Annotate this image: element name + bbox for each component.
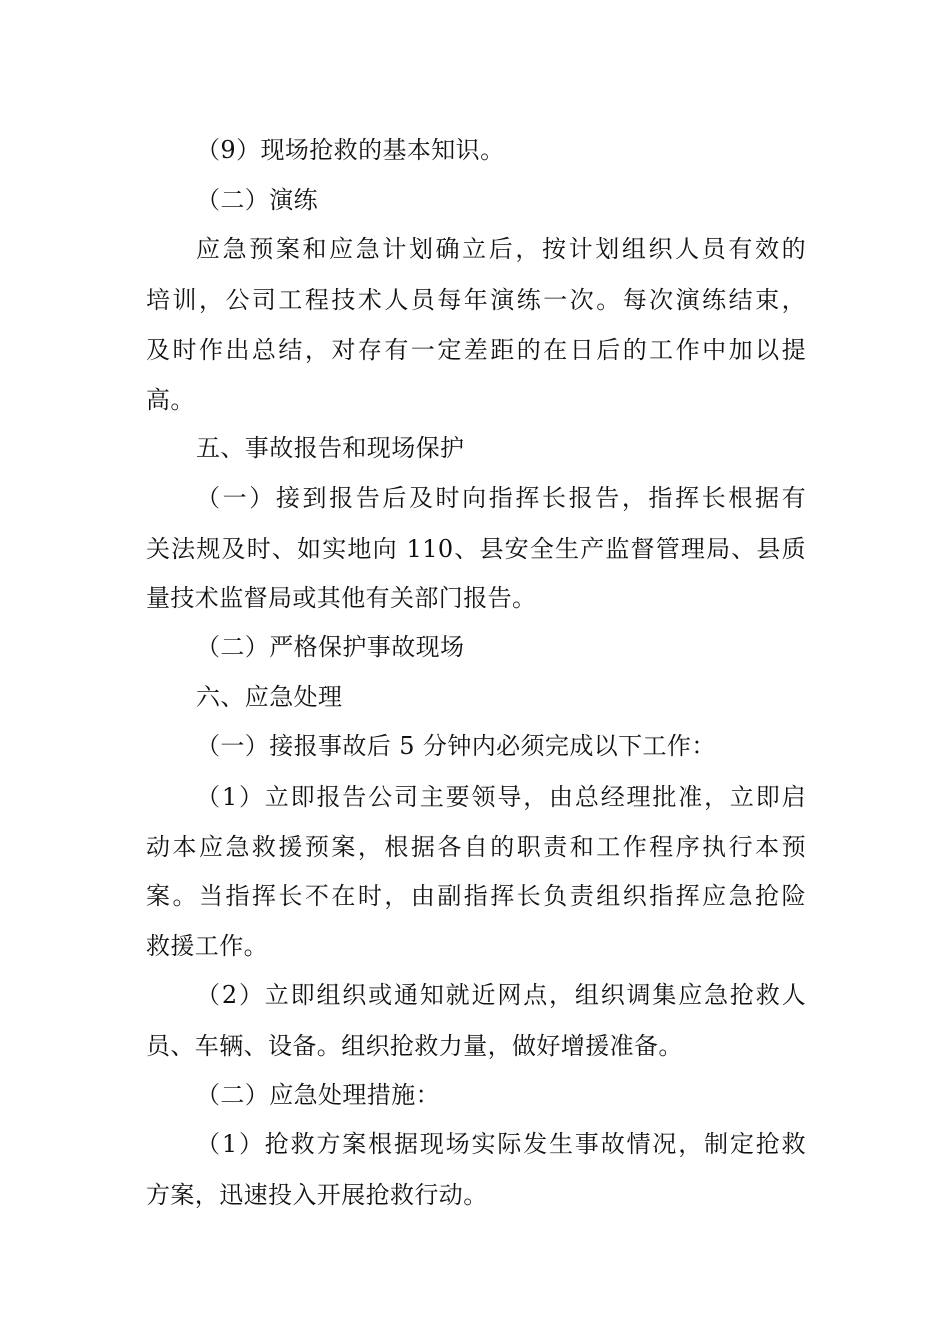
section-heading: （二）应急处理措施： <box>196 1081 440 1109</box>
text-line: （一）接到报告后及时向指挥长报告，指挥长根据有 <box>196 484 806 512</box>
text-line: （1）立即报告公司主要领导，由总经理批准，立即启 <box>196 783 806 811</box>
text-line: （2）立即组织或通知就近网点，组织调集应急抢救人 <box>196 981 806 1009</box>
text-line: 及时作出总结，对存有一定差距的在日后的工作中加以提 <box>146 336 806 364</box>
section-heading: （二）演练 <box>196 186 318 214</box>
text-line: （9）现场抢救的基本知识。 <box>196 136 505 164</box>
text-line: 救援工作。 <box>146 932 268 960</box>
section-heading: （二）严格保护事故现场 <box>196 633 465 661</box>
text-line: 案。当指挥长不在时，由副指挥长负责组织指挥应急抢险 <box>146 882 806 910</box>
text-line: 高。 <box>146 386 195 414</box>
text-line: 方案，迅速投入开展抢救行动。 <box>146 1181 488 1209</box>
text-line: 量技术监督局或其他有关部门报告。 <box>146 584 537 612</box>
section-heading: 五、事故报告和现场保护 <box>196 434 465 462</box>
text-line: （1）抢救方案根据现场实际发生事故情况，制定抢救 <box>196 1130 806 1158</box>
text-line: 培训，公司工程技术人员每年演练一次。每次演练结束， <box>146 286 806 314</box>
section-heading: 六、应急处理 <box>196 683 343 711</box>
text-line: 员、车辆、设备。组织抢救力量，做好增援准备。 <box>146 1032 683 1060</box>
text-line: 应急预案和应急计划确立后，按计划组织人员有效的 <box>196 235 806 263</box>
text-line: （一）接报事故后 5 分钟内必须完成以下工作： <box>196 732 716 760</box>
text-line: 关法规及时、如实地向 110、县安全生产监督管理局、县质 <box>146 535 806 563</box>
text-line: 动本应急救援预案，根据各自的职责和工作程序执行本预 <box>146 833 806 861</box>
